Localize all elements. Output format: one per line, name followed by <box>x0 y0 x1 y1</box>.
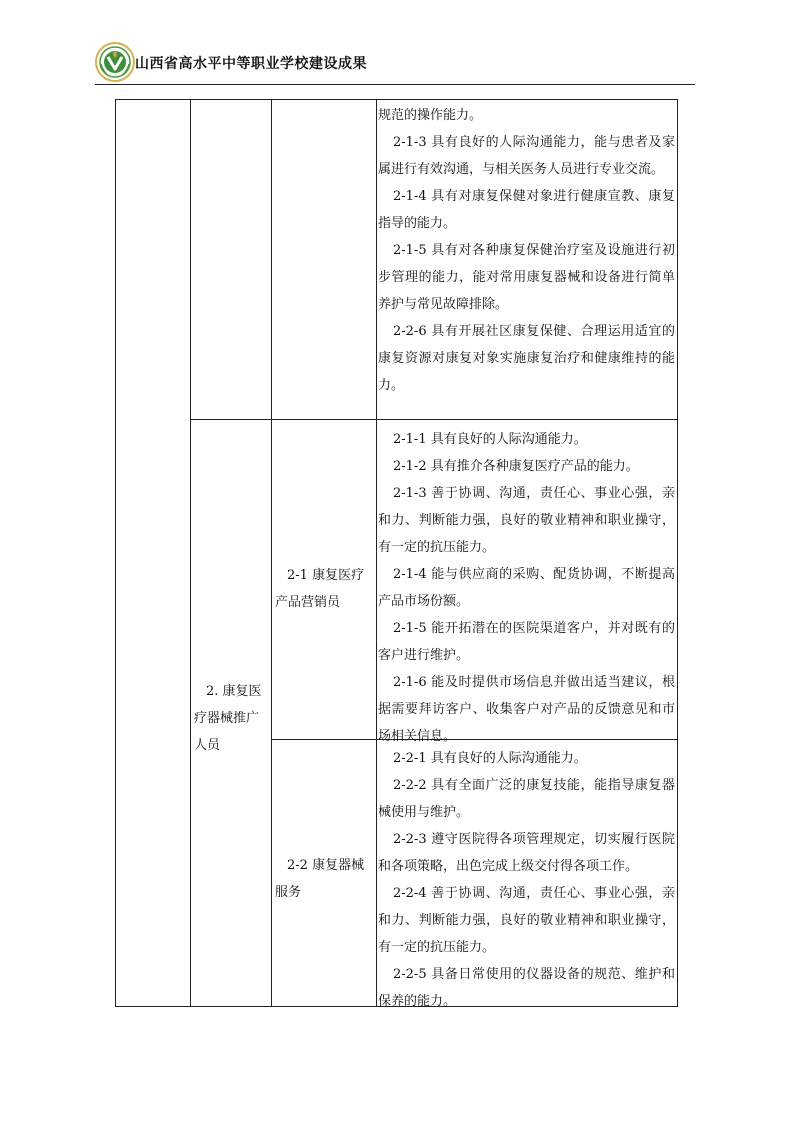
header-title: 山西省高水平中等职业学校建设成果 <box>135 56 367 72</box>
ability-item: 规范的操作能力。 <box>378 108 483 123</box>
position-label: 2-1 康复医疗产品营销员 <box>275 568 365 610</box>
ability-item: 2-1-3 善于协调、沟通，责任心、事业心强，亲和力、判断能力强，良好的敬业精神和职业操守，有一定的抗压能力。 <box>378 486 675 555</box>
row-divider <box>190 419 677 420</box>
ability-item: 2-2-6 具有开展社区康复保健、合理运用适宜的康复资源对康复对象实施康复治疗和健康维持的能力。 <box>378 324 675 393</box>
ability-item: 2-2-2 具有全面广泛的康复技能，能指导康复器械使用与维护。 <box>378 778 675 820</box>
header-divider <box>95 84 695 85</box>
ability-item: 2-2-1 具有良好的人际沟通能力。 <box>393 751 587 766</box>
category-label: 2. 康复医疗器械推广人员 <box>194 684 262 753</box>
page-header <box>95 42 695 84</box>
training-table <box>115 99 678 1007</box>
ability-cell-top <box>378 102 675 399</box>
school-emblem-icon <box>95 42 135 82</box>
column-divider <box>271 100 272 1006</box>
ability-item: 2-2-5 具备日常使用的仪器设备的规范、维护和保养的能力。 <box>378 967 675 1009</box>
ability-item: 2-1-4 具有对康复保健对象进行健康宣教、康复指导的能力。 <box>378 189 675 231</box>
ability-item: 2-1-4 能与供应商的采购、配货协调，不断提高产品市场份额。 <box>378 567 675 609</box>
ability-item: 2-1-1 具有良好的人际沟通能力。 <box>393 432 587 447</box>
ability-cell-position-1 <box>378 426 675 750</box>
ability-item: 2-1-6 能及时提供市场信息并做出适当建议，根据需要拜访客户、收集客户对产品的反馈意见和市场相关信息。 <box>378 675 675 744</box>
ability-item: 2-2-3 遵守医院得各项管理规定，切实履行医院和各项策略，出色完成上级交付得各项工作。 <box>378 832 675 874</box>
column-divider <box>190 100 191 1006</box>
position-label: 2-2 康复器械服务 <box>275 858 365 900</box>
ability-item: 2-1-5 具有对各种康复保健治疗室及设施进行初步管理的能力，能对常用康复器械和设备进行简单养护与常见故障排除。 <box>378 243 675 312</box>
column-divider <box>376 100 377 1006</box>
ability-item: 2-2-4 善于协调、沟通，责任心、事业心强，亲和力、判断能力强，良好的敬业精神和职业操守，有一定的抗压能力。 <box>378 886 675 955</box>
ability-item: 2-1-3 具有良好的人际沟通能力，能与患者及家属进行有效沟通，与相关医务人员进行专业交流。 <box>378 135 675 177</box>
ability-item: 2-1-2 具有推介各种康复医疗产品的能力。 <box>393 459 639 474</box>
ability-cell-position-2 <box>378 745 675 1015</box>
ability-item: 2-1-5 能开拓潜在的医院渠道客户，并对既有的客户进行维护。 <box>378 621 675 663</box>
